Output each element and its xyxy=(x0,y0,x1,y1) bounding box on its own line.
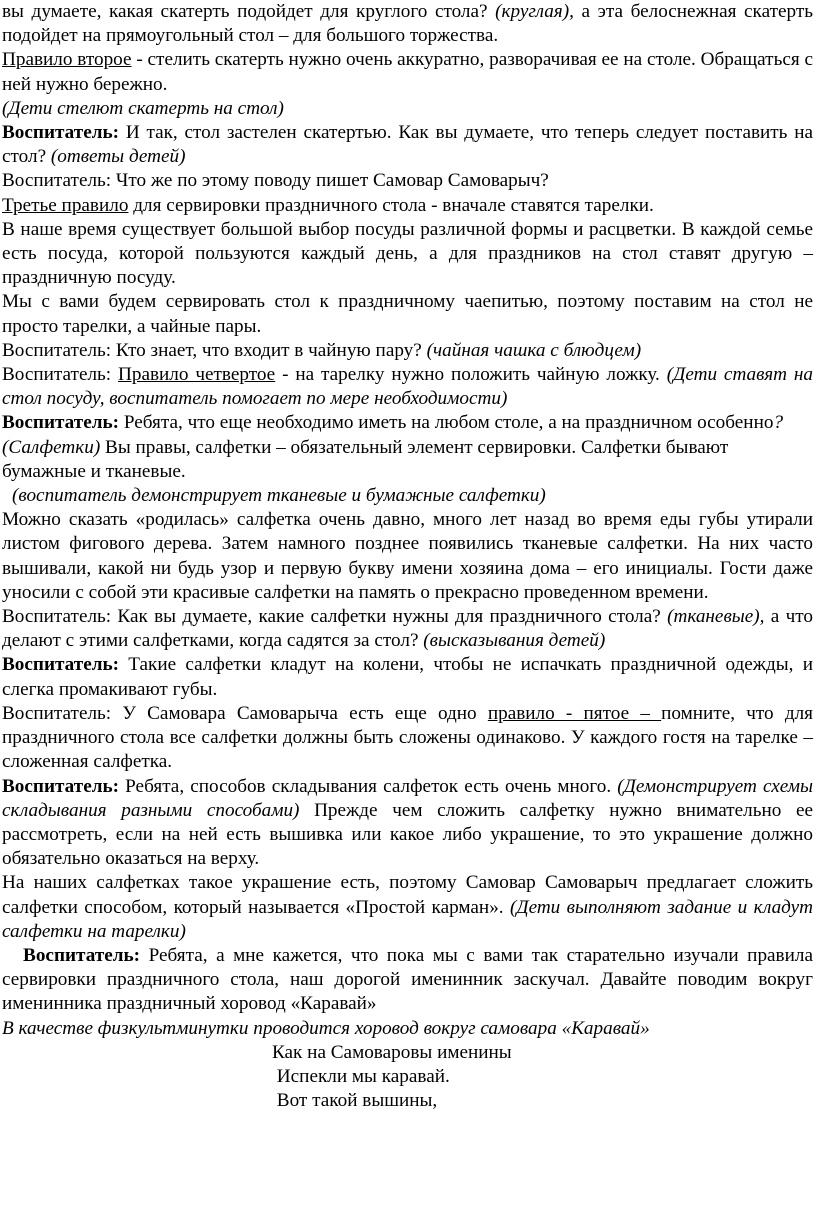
text-run: В наше время существует большой выбор посуды различной формы и расцветки. В каждой семье есть посуда, которой пользуются каждый день, а для праздников на стол ставят другую – праздничную посуду. xyxy=(2,218,813,289)
poem-line: Как на Самоваровы именины xyxy=(272,1041,512,1063)
stage-direction: (Дети выполняют задание и кладут салфетки на тарелки) xyxy=(2,896,813,942)
text-run: - на тарелку нужно положить чайную ложку. xyxy=(275,364,667,386)
speaker-label: Воспитатель: xyxy=(2,412,120,434)
text-run: Можно сказать «родилась» салфетка очень давно, много лет назад во время еды губы утирали листом фигового дерева. Затем намного позднее появились тканевые салфетки. На них часто вышивали, какой ни будь узор и первую букву имени хозяина дома – его инициалы. Гости даже уносили с собой эти красивые салфетки на память о прекрасно проведенном времени. xyxy=(2,509,813,603)
text-run: Воспитатель: Как вы думаете, какие салфетки нужны для праздничного стола? xyxy=(2,606,668,628)
paragraph xyxy=(2,290,813,338)
paragraph xyxy=(2,605,813,653)
paragraph xyxy=(2,871,813,944)
paragraph xyxy=(2,702,813,775)
text-run: Мы с вами будем сервировать стол к праздничному чаепитью, поэтому поставим на стол не просто тарелки, а чайные пары. xyxy=(2,291,813,337)
stage-direction: (Демонстрирует схемы складывания разными способами) xyxy=(2,775,813,821)
poem-stanza xyxy=(2,1041,813,1114)
paragraph xyxy=(2,218,813,291)
paragraph xyxy=(2,339,813,363)
paragraph xyxy=(2,1017,813,1041)
paragraph xyxy=(2,775,813,872)
text-run: Воспитатель: У Самовара Самоварыча есть еще одно xyxy=(2,702,488,724)
stage-direction: (Дети ставят на стол посуду, воспитатель помогает по мере необходимости) xyxy=(2,364,813,410)
document-body xyxy=(2,0,813,1041)
stage-direction: (круглая), xyxy=(495,1,574,22)
paragraph xyxy=(2,363,813,411)
stage-direction: (воспитатель демонстрирует тканевые и бумажные салфетки) xyxy=(12,485,546,507)
stage-direction: (высказывания детей) xyxy=(423,630,606,652)
rule-title: Правило четвертое xyxy=(118,364,276,386)
text-run: - стелить скатерть нужно очень аккуратно, разворачивая ее на столе. Обращаться с ней нужно бережно. xyxy=(2,49,813,95)
text-run: помните, что для праздничного стола все салфетки должны быть сложены одинаково. У каждого гостя на тарелке – сложенная салфетка. xyxy=(2,702,813,773)
text-run: Воспитатель: Кто знает, что входит в чайную пару? xyxy=(2,339,427,361)
poem-line: Вот такой вышины, xyxy=(272,1090,438,1112)
paragraph xyxy=(2,97,813,121)
speaker-label: Воспитатель: xyxy=(2,122,120,144)
stage-direction: (ответы детей) xyxy=(50,146,186,168)
paragraph xyxy=(2,48,813,96)
speaker-label: Воспитатель: xyxy=(2,775,120,797)
rule-title: Правило второе xyxy=(2,49,132,71)
paragraph xyxy=(2,411,813,484)
paragraph xyxy=(2,944,813,1017)
text-run: Воспитатель: xyxy=(2,364,119,386)
text-run: вы думаете, какая скатерть подойдет для круглого стола? xyxy=(2,1,496,22)
text-run: Ребята, что еще необходимо иметь на любом столе, а на праздничном особенно xyxy=(119,412,774,434)
paragraph xyxy=(2,121,813,169)
stage-direction: ? (Салфетки) xyxy=(2,412,784,458)
text-run: а эта белоснежная скатерть подойдет на прямоугольный стол – для большого торжества. xyxy=(2,1,813,47)
rule-title: правило - пятое – xyxy=(487,702,662,724)
text-run: Вы правы, салфетки – обязательный элемент сервировки. Салфетки бывают бумажные и тканевые. xyxy=(2,436,729,482)
text-run: для сервировки праздничного стола - вначале ставятся тарелки. xyxy=(128,194,654,216)
text-run: а что делают с этими салфетками, когда садятся за стол? xyxy=(2,606,813,652)
paragraph xyxy=(2,194,813,218)
stage-direction: (чайная чашка с блюдцем) xyxy=(426,339,642,361)
text-run: Ребята, а мне кажется, что пока мы с вами так старательно изучали правила сервировки праздничного стола, наш дорогой именинник заскучал. Давайте поводим вокруг именинника праздничный хоровод «Каравай» xyxy=(2,944,813,1015)
stage-direction: (Дети стелют скатерть на стол) xyxy=(2,97,284,119)
text-run: И так, стол застелен скатертью. Как вы думаете, что теперь следует поставить на стол? xyxy=(2,122,813,168)
rule-title: Третье правило xyxy=(2,194,129,216)
text-run: Такие салфетки кладут на колени, чтобы не испачкать праздничной одежды, и слегка промакивают губы. xyxy=(2,654,813,700)
paragraph xyxy=(2,0,813,48)
paragraph xyxy=(2,653,813,701)
paragraph xyxy=(2,169,813,193)
poem-line: Испекли мы каравай. xyxy=(272,1065,450,1087)
speaker-label: Воспитатель: xyxy=(2,654,120,676)
text-run: Воспитатель: Что же по этому поводу пишет Самовар Самоварыч? xyxy=(2,170,549,192)
paragraph xyxy=(2,508,813,605)
text-run: Прежде чем сложить салфетку нужно внимательно ее рассмотреть, если на ней есть вышивка или какое либо украшение, то это украшение должно обязательно оказаться на верху. xyxy=(2,799,813,870)
text-run: На наших салфетках такое украшение есть, поэтому Самовар Самоварыч предлагает сложить салфетки способом, который называется «Простой карман». xyxy=(2,872,813,918)
speaker-label: Воспитатель: xyxy=(6,944,141,966)
paragraph xyxy=(2,484,813,508)
stage-direction: (тканевые), xyxy=(667,606,765,628)
text-run: Ребята, способов складывания салфеток есть очень много. xyxy=(119,775,618,797)
stage-direction: В качестве физкультминутки проводится хоровод вокруг самовара «Каравай» xyxy=(2,1017,650,1039)
